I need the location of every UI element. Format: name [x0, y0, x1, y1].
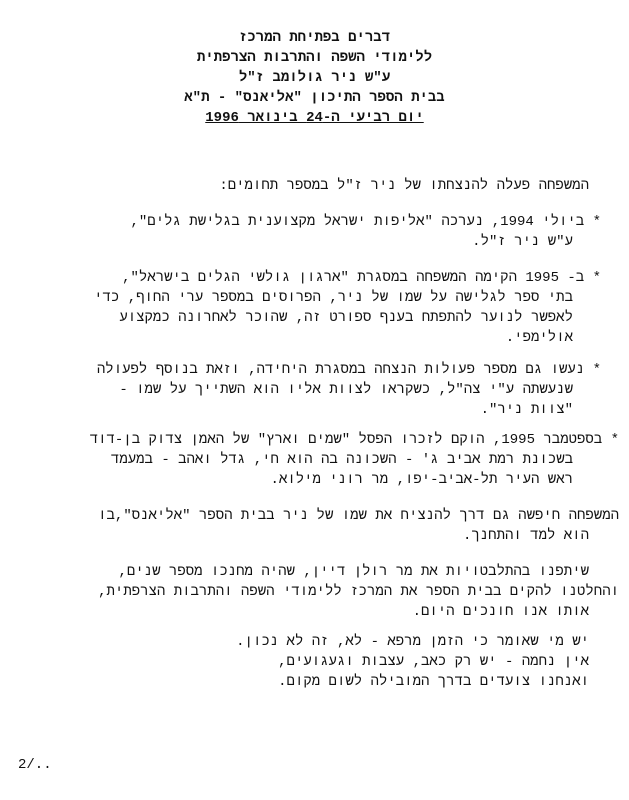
- paragraph-2-line-1: שיתפנו בהתלבטויות את מר רולן דיין, שהיה מחנכו מספר שנים,: [118, 564, 589, 580]
- item-3-line-1: * נעשו גם מספר פעולות הנצחה במסגרת היחידה, וזאת בנוסף לפעולה: [96, 362, 601, 378]
- paragraph-2-line-3: אותו אנו חונכים היום.: [412, 604, 589, 620]
- header-location: בבית הספר התיכון "אליאנס" - ת"א: [184, 90, 445, 106]
- item-1-line-2: ע"ש ניר ז"ל.: [472, 234, 573, 250]
- page-number: 2/..: [18, 757, 52, 773]
- item-1-line-1: * ביולי 1994, נערכה "אליפות ישראל מקצוענית בגלישת גלים",: [130, 214, 601, 230]
- intro-line: המשפחה פעלה להנצחתו של ניר ז"ל במספר תחומים:: [219, 178, 589, 194]
- item-4-line-1: * בספטמבר 1995, הוקם לזכרו הפסל "שמים וארץ" של האמן צדוק בן-דוד: [89, 432, 619, 448]
- header-title: דברים בפתיחת המרכז: [238, 30, 391, 46]
- item-3-line-3: "צוות ניר".: [480, 402, 573, 418]
- header-date: יום רביעי ה-24 בינואר 1996: [205, 110, 424, 126]
- item-2-line-1: * ב- 1995 הקימה המשפחה במסגרת "ארגון גולשי הגלים בישראל",: [122, 270, 601, 286]
- item-4-line-2: בשכונת רמת אביב ג' - השכונה בה הוא חי, גדל ואהב - במעמד: [110, 452, 573, 468]
- item-4-line-3: ראש העיר תל-אביב-יפו, מר רוני מילוא.: [270, 472, 573, 488]
- paragraph-2-line-2: והחלטנו להקים בבית הספר את המרכז ללימודי השפה והתרבות הצרפתית,: [98, 584, 619, 600]
- item-3-line-2: שנעשתה ע"י צה"ל, כשקראו לצוות אליו הוא השתייך על שמו -: [119, 382, 573, 398]
- item-2-line-3: לאפשר לנוער להתפתח בענף ספורט זה, שהוכר לאחרונה כמקצוע: [119, 310, 573, 326]
- item-2-line-2: בתי ספר לגלישה על שמו של ניר, הפרוסים במספר ערי החוף, כדי: [94, 290, 573, 306]
- header-subtitle: ללימודי השפה והתרבות הצרפתית: [196, 50, 433, 66]
- header-dedication: ע"ש ניר גולומב ז"ל: [238, 70, 391, 86]
- paragraph-3-line-3: ואנחנו צועדים בדרך המובילה לשום מקום.: [278, 674, 589, 690]
- item-2-line-4: אולימפי.: [505, 330, 573, 346]
- paragraph-1-line-2: הוא למד והתחנך.: [462, 528, 589, 544]
- paragraph-3-line-1: יש מי שאומר כי הזמן מרפא - לא, זה לא נכון.: [236, 634, 589, 650]
- paragraph-1-line-1: המשפחה חיפשה גם דרך להנציח את שמו של ניר בבית הספר "אליאנס",בו: [98, 508, 619, 524]
- paragraph-3-line-2: אין נחמה - יש רק כאב, עצבות וגעגועים,: [278, 654, 589, 670]
